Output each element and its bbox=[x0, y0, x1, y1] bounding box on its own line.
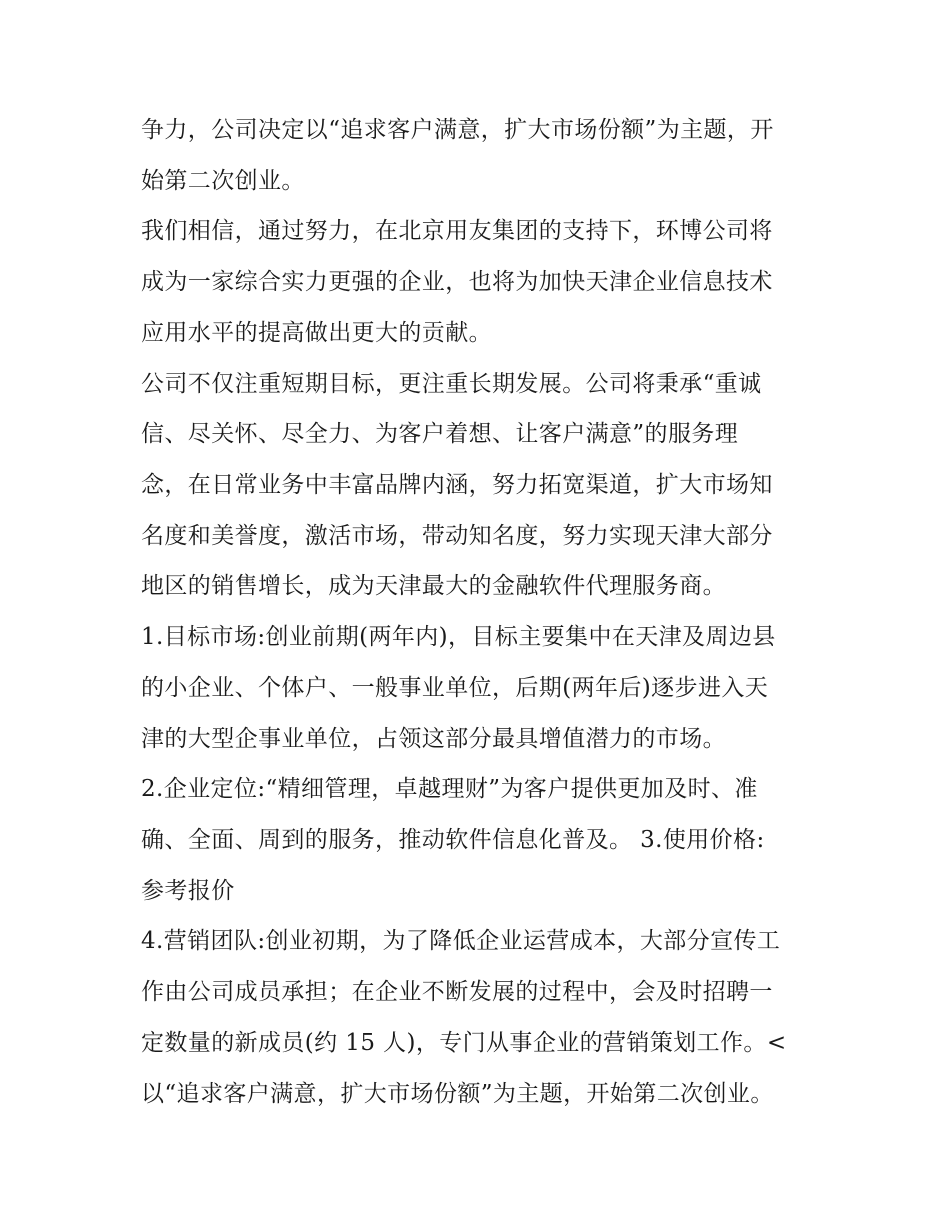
text-line: 应用水平的提高做出更大的贡献。 bbox=[141, 320, 492, 346]
text-line: 1.目标市场:创业前期(两年内)，目标主要集中在天津及周边县 bbox=[141, 624, 776, 650]
text-line: 确、全面、周到的服务，推动软件信息化普及。 3.使用价格: bbox=[141, 827, 765, 853]
text-line: 以“追求客户满意，扩大市场份额”为主题，开始第二次创业。 bbox=[141, 1081, 774, 1107]
text-line: 念，在日常业务中丰富品牌内涵，努力拓宽渠道，扩大市场知 bbox=[141, 472, 773, 498]
text-line: 公司不仅注重短期目标，更注重长期发展。公司将秉承“重诚 bbox=[141, 371, 762, 397]
text-line: 名度和美誉度，激活市场，带动知名度，努力实现天津大部分 bbox=[141, 523, 773, 549]
text-line: 参考报价 bbox=[141, 878, 235, 904]
text-line: 的小企业、个体户、一般事业单位，后期(两年后)逐步进入天 bbox=[141, 675, 769, 701]
text-line: 定数量的新成员(约 15 人)，专门从事企业的营销策划工作。< bbox=[141, 1030, 787, 1056]
text-line: 信、尽关怀、尽全力、为客户着想、让客户满意”的服务理 bbox=[141, 421, 739, 447]
text-line: 成为一家综合实力更强的企业，也将为加快天津企业信息技术 bbox=[141, 269, 773, 295]
text-line: 作由公司成员承担；在企业不断发展的过程中，会及时招聘一 bbox=[141, 979, 773, 1005]
text-line: 2.企业定位:“精细管理，卓越理财”为客户提供更加及时、准 bbox=[141, 776, 758, 802]
text-line: 津的大型企事业单位，占领这部分最具增值潜力的市场。 bbox=[141, 726, 726, 752]
text-line: 争力，公司决定以“追求客户满意，扩大市场份额”为主题，开 bbox=[141, 117, 774, 143]
text-line: 地区的销售增长，成为天津最大的金融软件代理服务商。 bbox=[141, 573, 726, 599]
text-line: 我们相信，通过努力，在北京用友集团的支持下，环博公司将 bbox=[141, 218, 773, 244]
text-line: 4.营销团队:创业初期，为了降低企业运营成本，大部分宣传工 bbox=[141, 928, 781, 954]
text-line: 始第二次创业。 bbox=[141, 168, 305, 194]
